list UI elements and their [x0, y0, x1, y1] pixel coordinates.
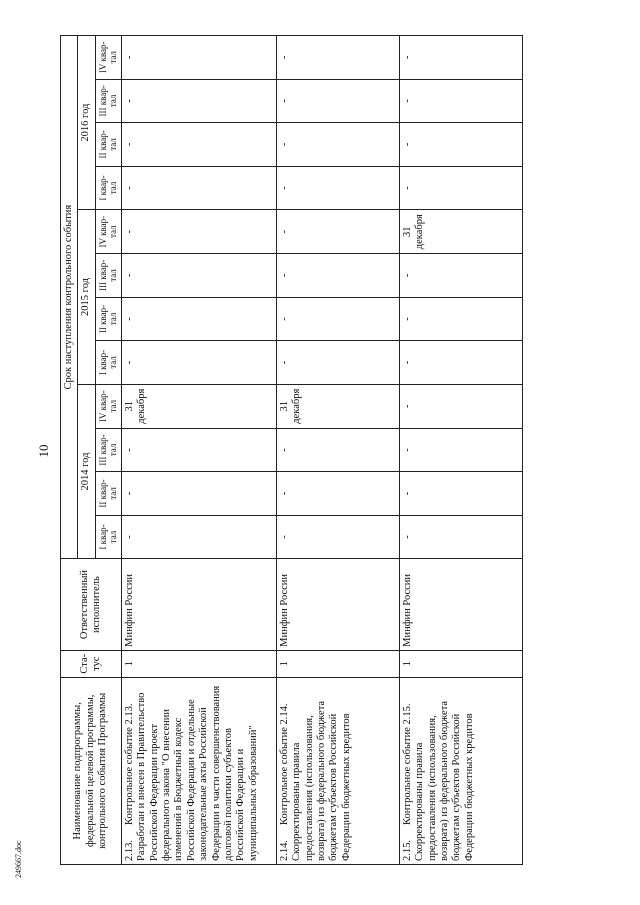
header-quarter: IV квар-тал [95, 384, 121, 428]
header-year-2015: 2015 год [78, 210, 95, 385]
quarter-cell: - [121, 210, 276, 254]
event-text: Контрольное событие 2.15. Скорректированы правила предоставления (использования, возврата) из федерального бюджета бюджетам субъектов Российской Федерации бюджетных кредитов [401, 700, 475, 861]
quarter-cell: - [276, 254, 399, 298]
quarter-cell: - [276, 428, 399, 472]
quarter-cell: - [121, 428, 276, 472]
quarter-cell: - [121, 166, 276, 210]
page-number: 10 [36, 444, 51, 458]
event-name-cell [121, 677, 276, 864]
header-quarter: II квар-тал [95, 472, 121, 516]
quarter-cell: - [121, 297, 276, 341]
header-year-2016: 2016 год [78, 36, 95, 210]
executor-cell: Минфин России [121, 559, 276, 651]
header-quarter: III квар-тал [95, 79, 121, 123]
quarter-cell: - [276, 166, 399, 210]
quarter-cell: - [276, 123, 399, 167]
quarter-cell: - [121, 515, 276, 559]
quarter-cell: 31 декабря [121, 384, 276, 428]
header-quarter: III квар-тал [95, 428, 121, 472]
quarter-cell: - [121, 472, 276, 516]
quarter-cell: - [399, 472, 522, 516]
event-number: 2.15. [401, 840, 413, 861]
table-row [399, 36, 522, 865]
header-executor: Ответственный исполнитель [61, 559, 122, 651]
quarter-cell: - [121, 341, 276, 385]
quarter-cell: - [276, 36, 399, 80]
status-cell: 1 [121, 650, 276, 677]
executor-cell: Минфин России [399, 559, 522, 651]
header-quarter: II квар-тал [95, 297, 121, 341]
quarter-cell: - [276, 210, 399, 254]
table-row [121, 36, 276, 865]
quarter-cell: - [276, 515, 399, 559]
header-status: Ста-тус [61, 650, 122, 677]
footer-doc-code: 249667.doc [14, 840, 23, 878]
quarter-cell: - [276, 472, 399, 516]
quarter-cell: - [399, 297, 522, 341]
status-cell: 1 [276, 650, 399, 677]
quarter-cell: - [399, 166, 522, 210]
header-quarter: I квар-тал [95, 515, 121, 559]
event-name-cell [399, 677, 522, 864]
header-term-group: Срок наступления контрольного события [61, 36, 78, 559]
control-events-table [60, 35, 523, 865]
table-row [276, 36, 399, 865]
header-quarter: II квар-тал [95, 123, 121, 167]
quarter-cell: - [121, 123, 276, 167]
header-name: Наименование подпрограммы, федеральной целевой программы, контрольного события Программы [61, 677, 122, 864]
quarter-cell: - [121, 36, 276, 80]
quarter-cell: - [399, 123, 522, 167]
quarter-cell: - [399, 341, 522, 385]
header-quarter: IV квар-тал [95, 36, 121, 80]
event-text: Контрольное событие 2.13. Разработан и внесен в Правительство Российской Федерации проект федерального закона "О внесении изменений в Бюджетный кодекс Российской Федерации и отдельные законодательные акты Российской Федерации в части совершенствования долговой политики субъектов Российской Федерации и муниципальных образований" [123, 685, 259, 861]
quarter-cell: - [121, 79, 276, 123]
quarter-cell: 31 декабря [276, 384, 399, 428]
quarter-cell: 31 декабря [399, 210, 522, 254]
event-number: 2.14. [278, 840, 290, 861]
quarter-cell: - [399, 36, 522, 80]
quarter-cell: - [399, 384, 522, 428]
header-quarter: III квар-тал [95, 254, 121, 298]
header-quarter: I квар-тал [95, 341, 121, 385]
header-year-2014: 2014 год [78, 384, 95, 559]
quarter-cell: - [399, 79, 522, 123]
quarter-cell: - [276, 79, 399, 123]
quarter-cell: - [276, 297, 399, 341]
quarter-cell: - [399, 254, 522, 298]
quarter-cell: - [399, 515, 522, 559]
quarter-cell: - [399, 428, 522, 472]
event-name-cell [276, 677, 399, 864]
header-quarter: I квар-тал [95, 166, 121, 210]
event-number: 2.13. [123, 840, 135, 861]
rotated-page [60, 35, 640, 865]
quarter-cell: - [121, 254, 276, 298]
header-quarter: IV квар-тал [95, 210, 121, 254]
executor-cell: Минфин России [276, 559, 399, 651]
status-cell: 1 [399, 650, 522, 677]
event-text: Контрольное событие 2.14. Скорректированы правила предоставления (использования, возврата) из федерального бюджета бюджетам субъектов Российской Федерации бюджетных кредитов [278, 700, 352, 861]
quarter-cell: - [276, 341, 399, 385]
